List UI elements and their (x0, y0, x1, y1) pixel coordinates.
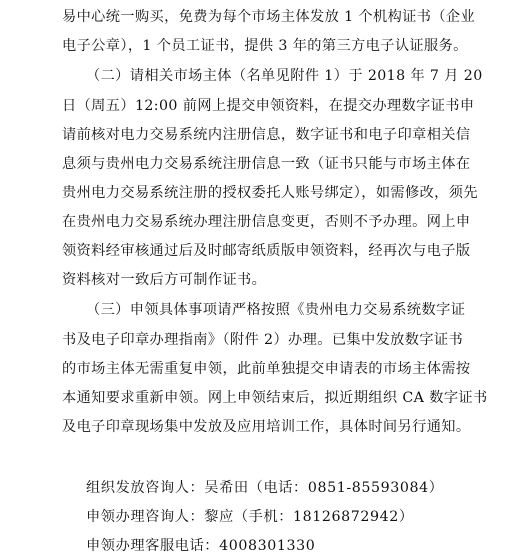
paragraph3-line-1: （三）申领具体事项请严格按照《贵州电力交易系统数字证 (86, 302, 466, 318)
paragraph2-line-5: 贵州电力交易系统注册的授权委托人账号绑定），如需修改，须先 (62, 185, 478, 201)
paragraph3-line-4: 本通知要求重新申领。网上申领结束后，拟近期组织 CA 数字证书 (62, 390, 488, 406)
contact-issuing: 组织发放咨询人：吴希田（电话：0851-85593084） (86, 480, 444, 496)
paragraph2-line-1: （二）请相关市场主体（名单见附件 1）于 2018 年 7 月 20 (86, 68, 483, 84)
contact-application: 申领办理咨询人：黎应（手机：18126872942） (86, 509, 414, 525)
paragraph3-line-3: 的市场主体无需重复申领，此前单独提交申请表的市场主体需按 (62, 361, 471, 377)
paragraph2-line-8: 资料核对一致后方可制作证书。 (62, 272, 267, 288)
paragraph2-line-3: 请前核对电力交易系统内注册信息，数字证书和电子印章相关信 (62, 127, 471, 143)
paragraph3-line-5: 及电子印章现场集中发放及应用培训工作，具体时间另行通知。 (62, 419, 471, 435)
paragraph1-line-1: 易中心统一购买，免费为每个市场主体发放 1 个机构证书（企业 (62, 9, 476, 25)
paragraph2-line-7: 领资料经审核通过后及时邮寄纸质版申领资料，经再次与电子版 (62, 243, 471, 259)
paragraph3-line-2: 书及电子印章办理指南》（附件 2）办理。已集中发放数字证书 (62, 332, 464, 348)
paragraph2-line-6: 在贵州电力交易系统办理注册信息变更，否则不予办理。网上申 (62, 214, 471, 230)
paragraph1-line-2: 电子公章），1 个员工证书，提供 3 年的第三方电子认证服务。 (62, 38, 468, 54)
paragraph2-line-2: 日（周五）12:00 前网上提交申领资料，在提交办理数字证书申 (62, 98, 475, 114)
contact-service-hotline: 申领办理客服电话：4008301330 (86, 538, 316, 554)
paragraph2-line-4: 息须与贵州电力交易系统注册信息一致（证书只能与市场主体在 (62, 156, 471, 172)
